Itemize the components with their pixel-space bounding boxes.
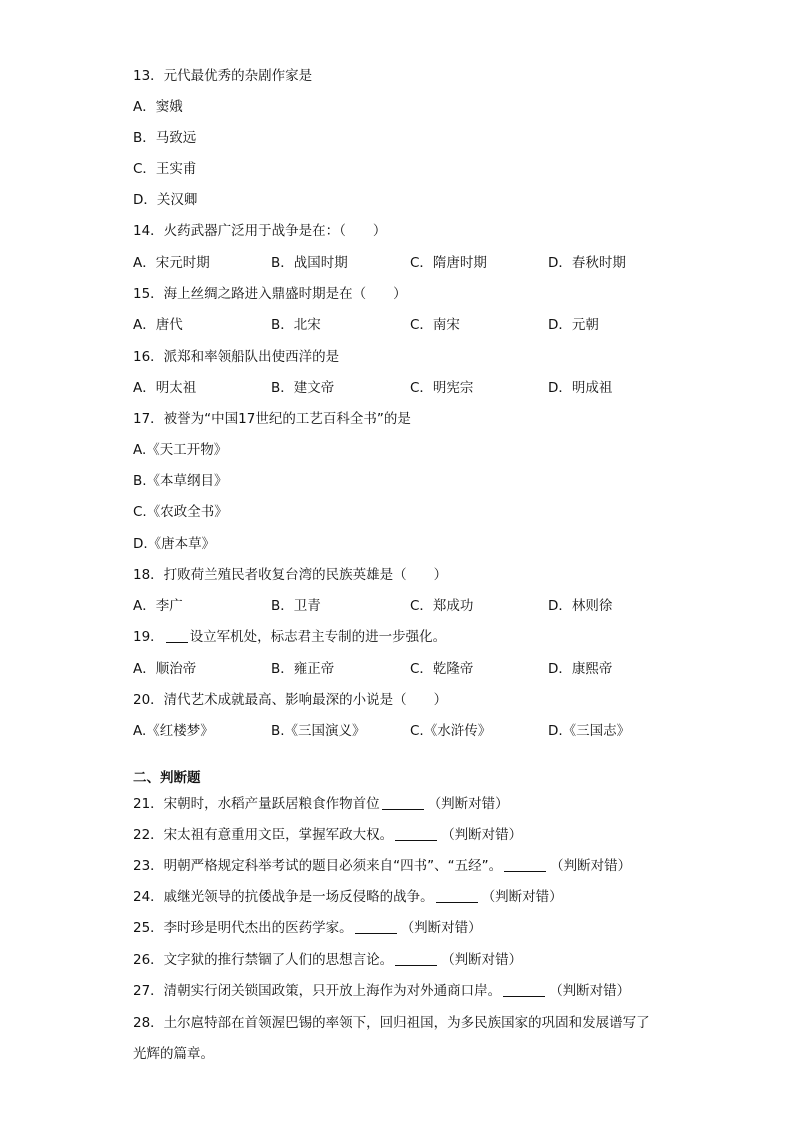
question-20-option-d: D.《三国志》 <box>548 723 631 739</box>
tf-question-text: 24．戚继光领导的抗倭战争是一场反侵略的战争。 <box>133 889 434 905</box>
answer-blank[interactable] <box>395 826 437 841</box>
question-20-option-b: B.《三国演义》 <box>271 723 366 739</box>
tf-question-27 <box>133 981 630 1001</box>
question-18-option-d: D．林则徐 <box>548 598 613 614</box>
question-20-option-c: C.《水浒传》 <box>410 723 492 739</box>
question-13-option-c: C．王实甫 <box>133 161 197 177</box>
question-19-stem <box>133 627 446 647</box>
question-17-option-b: B.《本草纲目》 <box>133 473 228 489</box>
question-19-option-c: C．乾隆帝 <box>410 661 474 677</box>
question-18-option-a: A．李广 <box>133 598 183 614</box>
question-19-text: 设立军机处，标志君主专制的进一步强化。 <box>189 629 447 645</box>
tf-question-text: 27．清朝实行闭关锁国政策，只开放上海作为对外通商口岸。 <box>133 983 502 999</box>
question-17-option-d: D.《唐本草》 <box>133 536 216 552</box>
question-17-option-a: A.《天工开物》 <box>133 442 228 458</box>
tf-question-hint: （判断对错） <box>481 889 563 905</box>
tf-question-hint: （判断对错） <box>549 983 631 999</box>
tf-question-hint: （判断对错） <box>400 920 482 936</box>
question-16-option-c: C．明宪宗 <box>410 380 474 396</box>
question-16-option-b: B．建文帝 <box>271 380 335 396</box>
question-14-options <box>133 253 693 273</box>
question-14-option-d: D．春秋时期 <box>548 255 626 271</box>
tf-question-28-line-1: 28．土尔扈特部在首领渥巴锡的率领下，回归祖国，为多民族国家的巩固和发展谱写了 <box>133 1015 650 1031</box>
question-13-option-b: B．马致远 <box>133 130 197 146</box>
answer-blank[interactable] <box>395 951 437 966</box>
question-15-option-d: D．元朝 <box>548 317 599 333</box>
question-16-option-d: D．明成祖 <box>548 380 613 396</box>
question-17-stem: 17．被誉为“中国17世纪的工艺百科全书”的是 <box>133 411 411 427</box>
answer-blank[interactable] <box>166 628 188 643</box>
answer-blank[interactable] <box>436 888 478 903</box>
question-16-options <box>133 378 693 398</box>
tf-question-hint: （判断对错） <box>550 858 632 874</box>
tf-question-text: 21．宋朝时，水稻产量跃居粮食作物首位 <box>133 796 380 812</box>
answer-blank[interactable] <box>355 919 397 934</box>
tf-question-text: 23．明朝严格规定科举考试的题目必须来自“四书”、“五经”。 <box>133 858 503 874</box>
question-16-stem: 16．派郑和率领船队出使西洋的是 <box>133 349 340 365</box>
question-14-option-a: A．宋元时期 <box>133 255 210 271</box>
question-14-stem: 14．火药武器广泛用于战争是在：（ ） <box>133 223 387 239</box>
question-18-option-c: C．郑成功 <box>410 598 474 614</box>
tf-question-22 <box>133 825 522 845</box>
tf-question-28-line-2: 光辉的篇章。 <box>133 1046 214 1062</box>
answer-blank[interactable] <box>504 857 546 872</box>
question-14-option-b: B．战国时期 <box>271 255 348 271</box>
section-heading-true-false: 二、判断题 <box>133 770 201 786</box>
tf-question-text: 26．文字狱的推行禁锢了人们的思想言论。 <box>133 952 394 968</box>
question-15-option-c: C．南宋 <box>410 317 460 333</box>
question-18-options <box>133 596 693 616</box>
question-13-option-d: D．关汉卿 <box>133 192 198 208</box>
question-15-option-a: A．唐代 <box>133 317 183 333</box>
question-20-option-a: A.《红楼梦》 <box>133 723 214 739</box>
question-19-option-d: D．康熙帝 <box>548 661 613 677</box>
answer-blank[interactable] <box>503 982 545 997</box>
tf-question-hint: （判断对错） <box>441 952 523 968</box>
question-18-stem: 18．打败荷兰殖民者收复台湾的民族英雄是（ ） <box>133 567 448 583</box>
tf-question-23 <box>133 856 631 876</box>
tf-question-26 <box>133 950 522 970</box>
question-14-option-c: C．隋唐时期 <box>410 255 487 271</box>
question-20-stem: 20．清代艺术成就最高、影响最深的小说是（ ） <box>133 692 448 708</box>
question-19-number: 19． <box>133 629 164 645</box>
tf-question-hint: （判断对错） <box>441 827 523 843</box>
question-18-option-b: B．卫青 <box>271 598 321 614</box>
question-17-option-c: C.《农政全书》 <box>133 504 228 520</box>
question-13-option-a: A．窦娥 <box>133 99 183 115</box>
tf-question-21 <box>133 794 509 814</box>
tf-question-hint: （判断对错） <box>427 796 509 812</box>
question-20-options <box>133 721 693 741</box>
question-19-options <box>133 659 693 679</box>
question-19-option-b: B．雍正帝 <box>271 661 335 677</box>
question-15-option-b: B．北宋 <box>271 317 321 333</box>
tf-question-24 <box>133 887 563 907</box>
question-15-stem: 15．海上丝绸之路进入鼎盛时期是在（ ） <box>133 286 407 302</box>
tf-question-text: 22．宋太祖有意重用文臣，掌握军政大权。 <box>133 827 394 843</box>
answer-blank[interactable] <box>382 795 424 810</box>
question-16-option-a: A．明太祖 <box>133 380 197 396</box>
question-15-options <box>133 315 693 335</box>
tf-question-text: 25．李时珍是明代杰出的医药学家。 <box>133 920 353 936</box>
question-19-option-a: A．顺治帝 <box>133 661 197 677</box>
tf-question-25 <box>133 918 482 938</box>
question-13-stem: 13．元代最优秀的杂剧作家是 <box>133 68 313 84</box>
